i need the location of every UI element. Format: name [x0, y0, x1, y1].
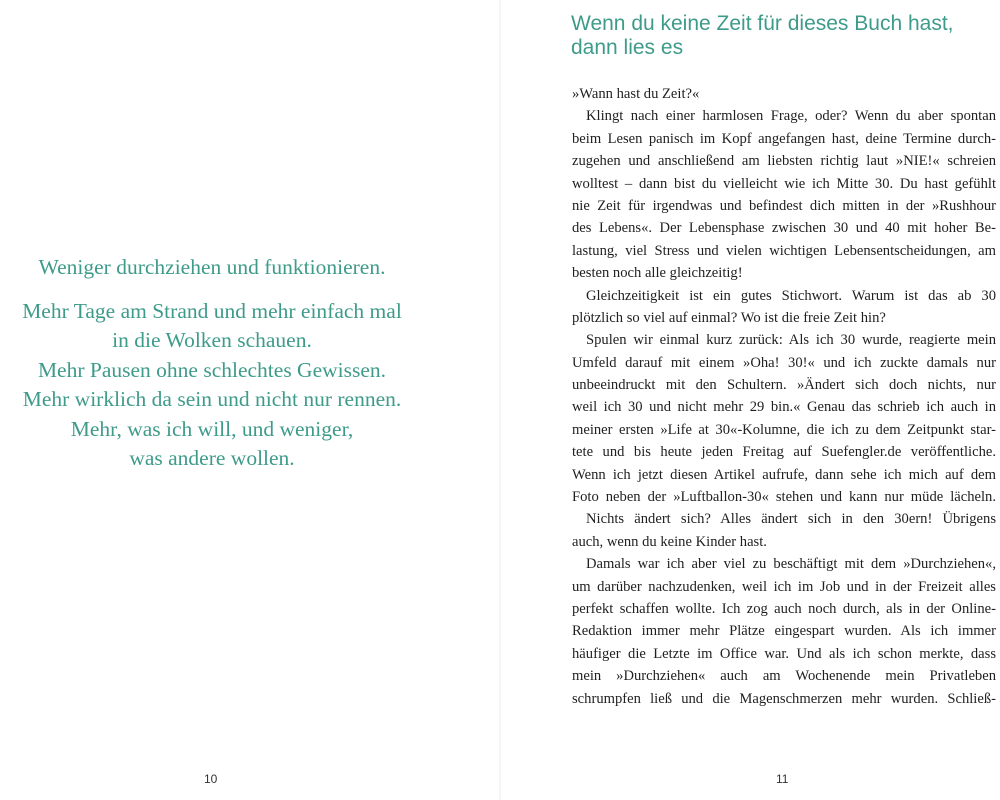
body-line: auch, wenn du keine Kinder hast. [572, 533, 767, 550]
body-line: wolltest – dann bist du vielleicht wie ich Mitte 30. Du hast gefühlt [572, 175, 996, 192]
page-number-left: 10 [204, 772, 218, 786]
quote-line: Mehr Pausen ohne schlechtes Gewissen. [37, 357, 387, 382]
body-line: plötzlich so viel auf einmal? Wo ist die freie Zeit hin? [572, 309, 886, 326]
chapter-title [571, 12, 991, 59]
body-line: Spulen wir einmal kurz zurück: Als ich 30 wurde, reagierte mein [586, 332, 996, 349]
body-line: schrumpfen ließ und die Magenschmerzen mehr wurden. Schließ- [572, 690, 996, 707]
quote-block [0, 253, 424, 474]
body-line: Gleichzeitigkeit ist ein gutes Stichwort. Warum ist das ab 30 [586, 287, 996, 304]
body-line: Wenn ich jetzt diesen Artikel aufrufe, dann sehe ich mich auf dem [572, 466, 996, 483]
body-line: Foto neben der »Luftballon-30« stehen und kann nur müde lächeln. [572, 489, 996, 506]
body-line: nie Zeit für irgendwas und befindest dich mitten in der »Rushhour [572, 197, 996, 214]
right-page [500, 0, 1000, 800]
body-line: Damals war ich aber viel zu beschäftigt mit dem »Durchziehen«, [586, 556, 996, 573]
quote-line: was andere wollen. [129, 446, 295, 470]
quote-line: in die Wolken schauen. [112, 328, 312, 352]
body-line: Klingt nach einer harmlosen Frage, oder? Wenn du aber spontan [586, 108, 996, 125]
body-line: tete und bis heute jeden Freitag auf Suefengler.de veröffentliche. [572, 444, 996, 461]
quote-line: Mehr Tage am Strand und mehr einfach mal [22, 298, 402, 323]
body-line: häufiger die Letzte im Office war. Und als ich schon merkte, dass [572, 645, 996, 662]
page-number-right: 11 [776, 772, 789, 786]
body-line: lastung, viel Stress und vielen wichtigen Lebensentscheidungen, am [572, 242, 996, 259]
body-line: Nichts ändert sich? Alles ändert sich in den 30ern! Übrigens [586, 511, 996, 528]
body-line: zugehen und anschließend am liebsten richtig laut »NIE!« schreien [572, 153, 996, 170]
body-line: Redaktion immer mehr Plätze eingespart wurden. Als ich immer [572, 623, 996, 640]
body-line: perfekt schaffen wollte. Ich zog auch noch durch, als in der Online- [572, 600, 996, 617]
body-line: meiner ersten »Life at 30«-Kolumne, die ich zu dem Zeitpunkt star- [572, 421, 996, 438]
body-line: weil ich 30 und nicht mehr 29 bin.« Genau das schrieb ich auch in [572, 399, 996, 416]
chapter-title-line: Wenn du keine Zeit für dieses Buch hast, [571, 12, 954, 35]
body-line: Umfeld darauf mit einem »Oha! 30!« und ich zuckte damals nur [572, 354, 996, 371]
body-line: besten noch alle gleichzeitig! [572, 265, 743, 282]
body-text [572, 83, 996, 710]
body-line: des Lebens«. Der Lebensphase zwischen 30 und 40 mit hoher Be- [572, 220, 996, 237]
chapter-title-line: dann lies es [571, 35, 684, 59]
body-line: beim Lesen panisch im Kopf angefangen hast, deine Termine durch- [572, 130, 996, 147]
quote-heading-line: Weniger durchziehen und funktionieren. [38, 255, 386, 279]
body-line: »Wann hast du Zeit?« [572, 86, 700, 102]
body-line: um darüber nachzudenken, weil ich im Job und in der Freizeit alles [572, 578, 996, 595]
body-line: unbeeindruckt mit den Schultern. »Ändert sich doch nichts, nur [572, 377, 996, 394]
quote-line: Mehr wirklich da sein und nicht nur rennen. [22, 387, 402, 411]
quote-line: Mehr, was ich will, und weniger, [70, 416, 354, 441]
body-line: mein »Durchziehen« auch am Wochenende mein Privatleben [572, 668, 996, 685]
